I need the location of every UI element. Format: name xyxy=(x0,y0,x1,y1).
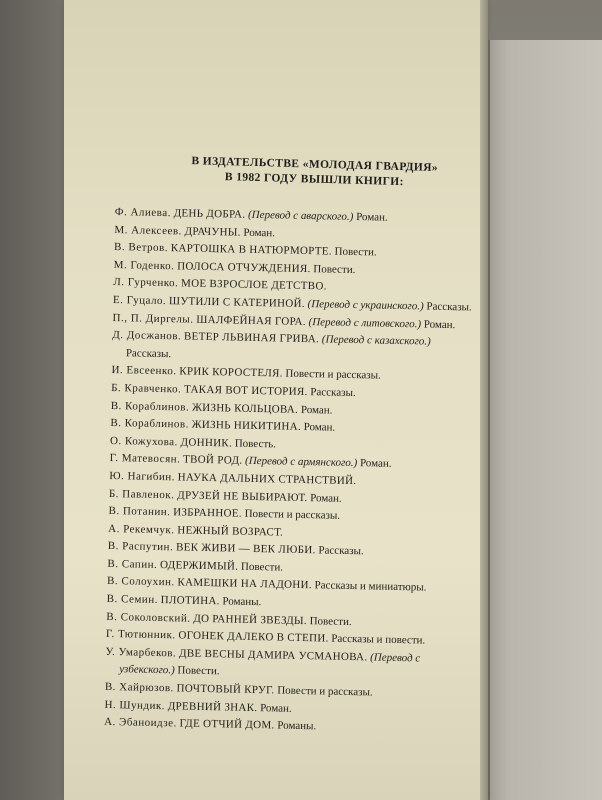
entry-author: Д. Досжанов. xyxy=(112,329,182,343)
entry-genre: Роман. xyxy=(310,491,342,505)
entry-author: Б. Кравченко. xyxy=(111,381,182,396)
entry-author: И. Евсеенко. xyxy=(111,364,177,378)
entry-author: Ф. Алиева. xyxy=(114,205,172,220)
entry-author: В. Кораблинов. xyxy=(110,417,190,431)
entry-author: В. Хайрюзов. xyxy=(104,680,174,695)
entry-genre: Повести. xyxy=(309,614,352,628)
entry-genre: Роман. xyxy=(243,226,276,239)
entry-title: ЖИЗНЬ КОЛЬЦОВА. xyxy=(191,401,299,416)
entry-title: НАУКА ДАЛЬНИХ СТРАНСТВИЙ. xyxy=(177,471,357,488)
entry-genre: Повести. xyxy=(334,245,377,259)
entry-title: ВЕТЕР ЛЬВИНАЯ ГРИВА. xyxy=(183,330,320,346)
entry-genre: Повести. xyxy=(177,664,220,678)
entry-title: ГДЕ ОТЧИЙ ДОМ. xyxy=(179,717,275,732)
entry-title: ТАКАЯ ВОТ ИСТОРИЯ. xyxy=(183,383,308,399)
entry-author: В. Кораблинов. xyxy=(110,399,190,414)
entry-title: ОДЕРЖИМЫЙ. xyxy=(159,558,239,573)
entry-author: Л. Гурченко. xyxy=(113,276,179,290)
entry-genre: Роман. xyxy=(423,318,456,331)
entry-note: (Перевод с аварского.) xyxy=(247,208,354,223)
entry-author: В. Распутин. xyxy=(107,540,174,554)
entry-author: В. Семин. xyxy=(106,592,159,607)
book-spine xyxy=(480,0,488,800)
entry-genre: Роман. xyxy=(356,211,388,224)
entry-title: ДЕНЬ ДОБРА. xyxy=(173,207,246,221)
entry-title: ДВЕ ВЕСНЫ ДАМИРА УСМАНОВА. xyxy=(178,647,368,664)
entry-genre: Повести и рассказы. xyxy=(285,367,381,382)
entry-author: М. Годенко. xyxy=(113,258,175,273)
entry-genre: Рассказы. xyxy=(426,300,472,314)
entry-title: ДРАЧУНЫ. xyxy=(184,225,241,239)
entry-author: В. Сапин. xyxy=(107,557,158,571)
entry-note: (Перевод с литовского.) xyxy=(308,315,422,330)
entry-title: ПОЛОСА ОТЧУЖДЕНИЯ. xyxy=(177,260,311,275)
entry-author: М. Алексеев. xyxy=(114,223,182,237)
entry-genre: Рассказы. xyxy=(125,347,172,360)
entry-title: ВЕК ЖИВИ — ВЕК ЛЮБИ. xyxy=(175,541,316,557)
entry-author: В. Ветров. xyxy=(113,241,169,255)
entry-author: А. Эбаноидзе. xyxy=(104,716,177,730)
entry-genre: Роман. xyxy=(260,701,292,715)
entry-title: НЕЖНЫЙ ВОЗРАСТ. xyxy=(177,524,284,539)
entry-genre: Повести. xyxy=(313,262,356,276)
entry-title: ДРУЗЕЙ НЕ ВЫБИРАЮТ. xyxy=(177,488,308,504)
entry-note: (Перевод с узбекского.) xyxy=(119,651,421,677)
entry-title: ИЗБРАННОЕ. xyxy=(173,506,243,520)
entry-genre: Рассказы и повести. xyxy=(331,632,426,647)
entry-genre: Повести. xyxy=(240,560,284,574)
entry-title: ШУТИЛИ С КАТЕРИНОЙ. xyxy=(168,295,305,310)
entry-author: У. Умарбеков. xyxy=(105,645,177,660)
book-list xyxy=(104,204,480,739)
entry-genre: Повести и рассказы. xyxy=(244,507,341,522)
entry-title: ПОЧТОВЫЙ КРУГ. xyxy=(176,682,275,697)
entry-author: В. Потанин. xyxy=(108,505,171,519)
entry-author: А. Рекемчук. xyxy=(108,522,175,537)
facing-page xyxy=(484,40,602,800)
entry-author: Г. Тютюнник. xyxy=(105,628,176,642)
entry-genre: Рассказы и миниатюры. xyxy=(314,579,427,595)
entry-genre: Рассказы. xyxy=(318,544,364,558)
entry-title: ТВОЙ РОД. xyxy=(182,453,243,468)
entry-author: Г. Матевосян. xyxy=(109,452,181,466)
entry-genre: Роман. xyxy=(359,457,392,471)
entry-genre: Романы. xyxy=(277,719,317,733)
entry-title: ПЛОТИНА. xyxy=(160,594,220,608)
entry-title: ЖИЗНЬ НИКИТИНА. xyxy=(191,418,302,434)
entry-genre: Роман. xyxy=(303,421,336,434)
entry-author: В. Солоухин. xyxy=(106,575,175,589)
entry-title: ДОННИК. xyxy=(180,436,233,450)
entry-genre: Повести и рассказы. xyxy=(277,684,373,699)
entry-genre: Романы. xyxy=(222,595,262,609)
entry-title: КАМЕШКИ НА ЛАДОНИ. xyxy=(177,576,312,592)
entry-author: В. Соколовский. xyxy=(106,610,191,625)
entry-author: Е. Гуцало. xyxy=(112,293,167,308)
entry-title: КАРТОШКА В НАТЮРМОРТЕ. xyxy=(170,242,332,258)
entry-genre: Роман. xyxy=(300,403,333,417)
entry-title: МОЕ ВЗРОСЛОЕ ДЕТСТВО. xyxy=(180,277,327,293)
entry-note: (Перевод с армянского.) xyxy=(244,455,358,470)
entry-author: О. Кожухова. xyxy=(109,434,178,449)
entry-author: Ю. Нагибин. xyxy=(109,469,176,484)
heading-line-1: В ИЗДАТЕЛЬСТВЕ «МОЛОДАЯ ГВАРДИЯ» xyxy=(191,155,439,175)
entry-note: (Перевод с украинского.) xyxy=(307,298,424,313)
heading-line-2: В 1982 ГОДУ ВЫШЛИ КНИГИ: xyxy=(224,171,405,189)
entry-title: КРИК КОРОСТЕЛЯ. xyxy=(179,365,283,380)
entry-title: ДО РАННЕЙ ЗВЕЗДЫ. xyxy=(193,612,308,627)
entry-note: (Перевод с казахского.) xyxy=(321,333,431,348)
entry-author: П., П. Диргелы. xyxy=(112,311,194,326)
entry-author: Б. Павленок. xyxy=(108,487,175,501)
entry-genre: Повесть. xyxy=(234,437,277,451)
background-left xyxy=(0,0,70,800)
entry-title: ОГОНЕК ДАЛЕКО В СТЕПИ. xyxy=(178,629,329,645)
entry-title: ДРЕВНИЙ ЗНАК. xyxy=(167,699,258,714)
entry-genre: Рассказы. xyxy=(310,386,356,400)
entry-title: ШАЛФЕЙНАЯ ГОРА. xyxy=(196,313,307,328)
entry-author: Н. Шундик. xyxy=(104,698,166,712)
